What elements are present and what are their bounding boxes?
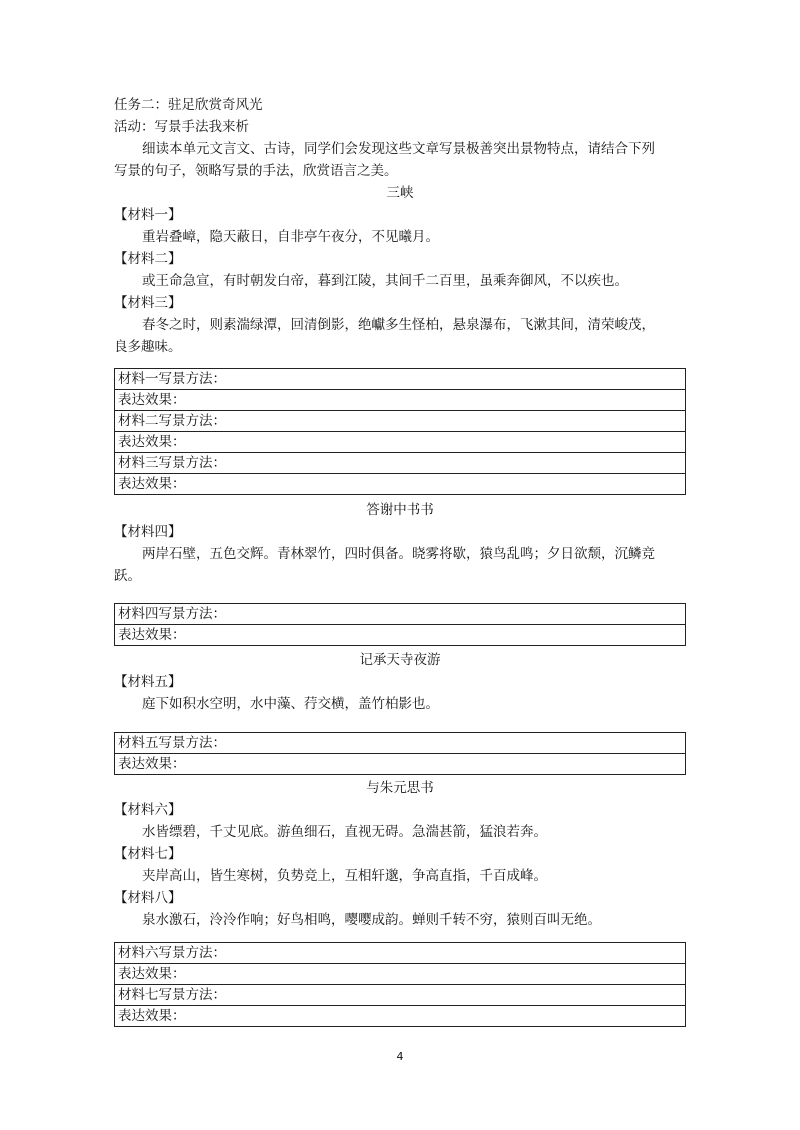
table-row[interactable]: 材料四写景方法： (115, 604, 686, 625)
material-text: 水皆缥碧，千丈见底。游鱼细石，直视无碍。急湍甚箭，猛浪若奔。 (142, 824, 547, 840)
table-row[interactable]: 表达效果： (115, 625, 686, 646)
intro-line-2: 写景的句子，领略写景的手法，欣赏语言之美。 (114, 163, 398, 179)
section-title-zhuyuansi: 与朱元思书 (366, 780, 434, 796)
material-text: 泉水激石，泠泠作响；好鸟相鸣，嘤嘤成韵。蝉则千转不穷，猿则百叫无绝。 (142, 912, 601, 928)
table-row[interactable]: 材料一写景方法： (115, 369, 686, 390)
material-text: 两岸石壁，五色交辉。青林翠竹，四时俱备。晓雾将歇，猿鸟乱鸣；夕日欲颓，沉鳞竞 (142, 546, 655, 562)
section-title-daxie: 答谢中书书 (366, 502, 434, 518)
material-label: 【材料一】 (114, 207, 182, 223)
table-row[interactable]: 材料三写景方法： (115, 453, 686, 474)
table-row[interactable]: 表达效果： (115, 964, 686, 985)
answer-table (114, 368, 686, 495)
table-row[interactable]: 表达效果： (115, 432, 686, 453)
material-text: 良多趣味。 (114, 339, 182, 355)
section-title-chengtiansi: 记承天寺夜游 (359, 652, 441, 668)
task-title: 任务二：驻足欣赏奇风光 (114, 97, 263, 113)
material-text: 夹岸高山，皆生寒树，负势竞上，互相轩邈，争高直指，千百成峰。 (142, 868, 547, 884)
material-label: 【材料四】 (114, 524, 182, 540)
material-text: 春冬之时，则素湍绿潭，回清倒影，绝巘多生怪柏，悬泉瀑布，飞漱其间，清荣峻茂， (142, 317, 655, 333)
section-title-sanxia: 三峡 (386, 185, 414, 201)
material-label: 【材料五】 (114, 674, 182, 690)
table-row[interactable]: 材料二写景方法： (115, 411, 686, 432)
material-label: 【材料七】 (114, 846, 182, 862)
table-row[interactable]: 表达效果： (115, 390, 686, 411)
material-text: 跃。 (114, 568, 141, 584)
material-text: 或王命急宣，有时朝发白帝，暮到江陵，其间千二百里，虽乘奔御风，不以疾也。 (142, 273, 628, 289)
table-row[interactable]: 表达效果： (115, 1006, 686, 1027)
answer-table (114, 603, 686, 646)
intro-line-1: 细读本单元文言文、古诗，同学们会发现这些文章写景极善突出景物特点，请结合下列 (142, 141, 655, 157)
answer-table (114, 732, 686, 775)
page-number: 4 (396, 1050, 404, 1063)
table-row[interactable]: 表达效果： (115, 754, 686, 775)
material-label: 【材料三】 (114, 295, 182, 311)
material-label: 【材料六】 (114, 802, 182, 818)
table-row[interactable]: 材料六写景方法： (115, 943, 686, 964)
table-row[interactable]: 材料七写景方法： (115, 985, 686, 1006)
material-label: 【材料八】 (114, 890, 182, 906)
material-text: 重岩叠嶂，隐天蔽日，自非亭午夜分，不见曦月。 (142, 229, 439, 245)
table-row[interactable]: 材料五写景方法： (115, 733, 686, 754)
answer-table (114, 942, 686, 1027)
activity-title: 活动：写景手法我来析 (114, 119, 249, 135)
material-label: 【材料二】 (114, 251, 182, 267)
table-row[interactable]: 表达效果： (115, 474, 686, 495)
material-text: 庭下如积水空明，水中藻、荇交横，盖竹柏影也。 (142, 696, 439, 712)
